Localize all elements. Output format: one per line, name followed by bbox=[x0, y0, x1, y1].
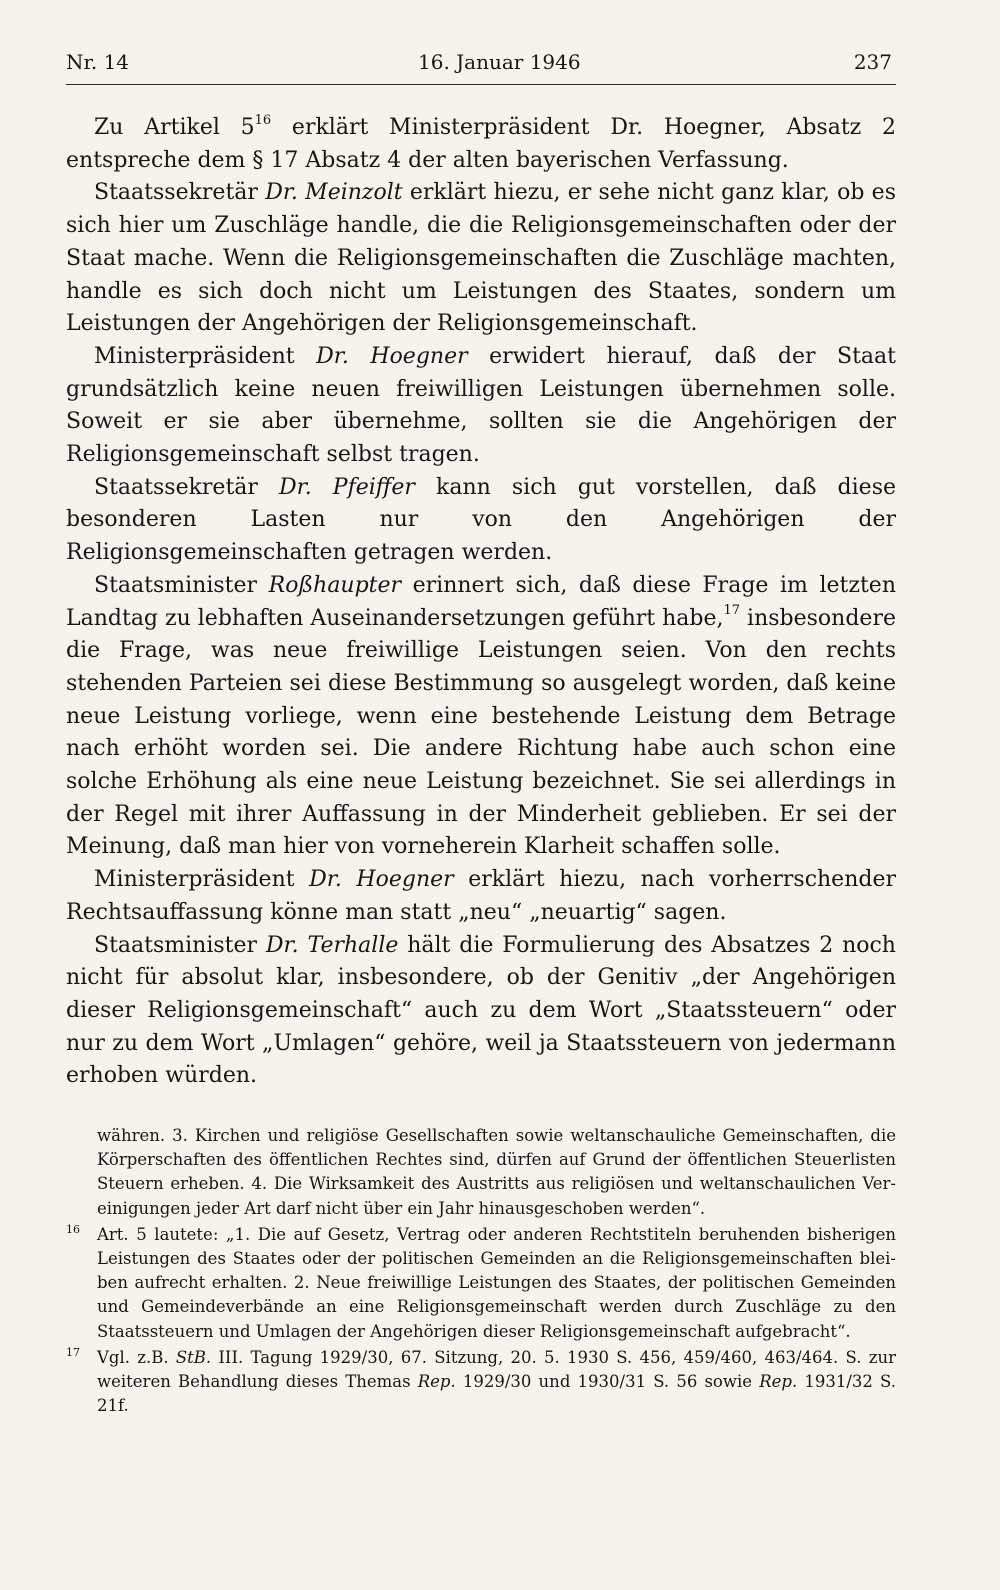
text-run: insbesondere die Frage, was neue freiwillige Leistungen seien. Von den rechts stehenden Parteien sei diese Bestimmung so ausgelegt worden, daß keine neue Leistung vorliege, wenn eine bestehende Leistung dem Betrage nach erhöht worden sei. Die andere Richtung habe auch schon eine solche Erhöhung als eine neue Leistung bezeichnet. Sie sei allerdings in der Regel mit ihrer Auffassung in der Minderheit geblieben. Er sei der Meinung, daß man hier von vorneherein Klarheit schaffen solle. bbox=[66, 605, 896, 860]
paragraph bbox=[66, 112, 896, 177]
text-run: Staatssekretär bbox=[94, 474, 279, 500]
header-date: 16. Januar 1946 bbox=[418, 50, 581, 74]
text-run: erklärt Ministerpräsident Dr. Hoegner, Absatz 2 entspreche dem § 17 Absatz 4 der alten bayerischen Verfassung. bbox=[66, 115, 896, 173]
text-run: hält die Formulierung des Absatzes 2 noch nicht für absolut klar, insbesondere, ob der Genitiv „der Angehörigen dieser Religionsgemeinschaft“ auch zu dem Wort „Staatssteuern“ oder nur zu dem Wort „Umlagen“ gehöre, weil ja Staatssteuern von jedermann erhoben würden. bbox=[66, 932, 896, 1089]
text-run: erinnert sich, daß diese Frage im letzten Landtag zu lebhaften Auseinandersetzungen geführt habe, bbox=[66, 572, 896, 631]
paragraph bbox=[66, 472, 896, 570]
text-run: erklärt hiezu, nach vorherrschender Rechtsauffassung könne man statt „neu“ „neuartig“ sagen. bbox=[66, 867, 896, 925]
speaker-name: Dr. Meinzolt bbox=[265, 180, 403, 206]
text-run: Ministerpräsident bbox=[94, 343, 317, 369]
speaker-name: Dr. Terhalle bbox=[265, 932, 399, 958]
footnote-mark: 17 bbox=[66, 1345, 80, 1359]
footnote-mark: 16 bbox=[66, 1222, 80, 1236]
footnote-ref-17[interactable]: 17 bbox=[723, 603, 741, 619]
paragraph bbox=[66, 930, 896, 1094]
text-run: erwidert hierauf, daß der Staat grundsätzlich keine neuen freiwilligen Leistungen übernehmen solle. Soweit er sie aber übernehme, sollten sie die Angehörigen der Religionsgemeinschaft selbst tragen. bbox=[66, 343, 896, 468]
footnote-17 bbox=[66, 1345, 896, 1419]
text-run: Staatsminister bbox=[94, 572, 269, 598]
issue-number: Nr. 14 bbox=[66, 50, 130, 74]
citation-abbrev: StB. bbox=[175, 1347, 212, 1367]
paragraph bbox=[66, 864, 896, 929]
footnotes bbox=[66, 1124, 896, 1420]
text-run: kann sich gut vorstellen, daß diese besonderen Lasten nur von den Angehörigen der Religionsgemeinschaften getragen werden. bbox=[66, 474, 896, 566]
text-run: 1931/32 S. 21f. bbox=[97, 1372, 896, 1416]
speaker-name: Roßhaupter bbox=[268, 572, 402, 598]
footnote-text: Art. 5 lautete: „1. Die auf Gesetz, Vertrag oder anderen Rechtstiteln beruhenden bisherigen Leistungen des Staates oder der politischen Gemeinden an die Religionsgemeinschaften bleiben aufrecht erhalten. 2. Neue freiwillige Leistungen des Staates, der politischen Gemeinden und Gemeindeverbände an eine Religionsgemeinschaft werden durch Zuschläge zu den Staatssteuern und Umlagen der Angehörigen dieser Religionsgemeinschaft aufgebracht“. bbox=[97, 1224, 896, 1341]
text-run: Vgl. z.B. bbox=[97, 1347, 176, 1367]
footnote-continuation: währen. 3. Kirchen und religiöse Gesellschaften sowie weltanschauliche Gemeinschaften, die Körperschaften des öffentlichen Rechtes sind, dürfen auf Grund der öffentlichen Steuerlisten Steuern erheben. 4. Die Wirksamkeit des Austritts aus religiösen und weltanschaulichen Vereinigungen jeder Art darf nicht über ein Jahr hinausgeschoben werden“. bbox=[97, 1126, 896, 1218]
text-run: Staatsminister bbox=[94, 932, 266, 958]
paragraph bbox=[66, 341, 896, 472]
text-run: III. Tagung 1929/30, 67. Sitzung, 20. 5. 1930 S. 456, 459/460, 463/464. S. zur weiteren Behandlung dieses Themas bbox=[97, 1347, 896, 1392]
text-run: Zu Artikel 5 bbox=[94, 115, 255, 140]
text-run: Ministerpräsident bbox=[94, 867, 310, 893]
citation-abbrev: Rep. bbox=[417, 1372, 456, 1392]
page-number: 237 bbox=[853, 50, 892, 74]
speaker-name: Dr. Hoegner bbox=[316, 343, 468, 369]
footnote-16 bbox=[66, 1222, 896, 1344]
running-header bbox=[66, 46, 896, 85]
text-run: 1929/30 und 1930/31 S. 56 sowie bbox=[455, 1372, 760, 1392]
speaker-name: Dr. Hoegner bbox=[309, 867, 454, 893]
text-run: erklärt hiezu, er sehe nicht ganz klar, ob es sich hier um Zuschläge handle, die die Religionsgemeinschaften oder der Staat mache. Wenn die Religionsgemeinschaften die Zuschläge machten, handle es sich doch nicht um Leistungen des Staates, sondern um Leistungen der Angehörigen der Religionsgemeinschaft. bbox=[66, 180, 896, 337]
speaker-name: Dr. Pfeiffer bbox=[279, 474, 415, 500]
text-run: Staatssekretär bbox=[94, 180, 266, 206]
citation-abbrev: Rep. bbox=[759, 1372, 798, 1392]
paragraph bbox=[66, 570, 896, 864]
body-text bbox=[66, 112, 896, 1093]
paragraph bbox=[66, 177, 896, 341]
footnote-ref-16[interactable]: 16 bbox=[254, 112, 272, 128]
